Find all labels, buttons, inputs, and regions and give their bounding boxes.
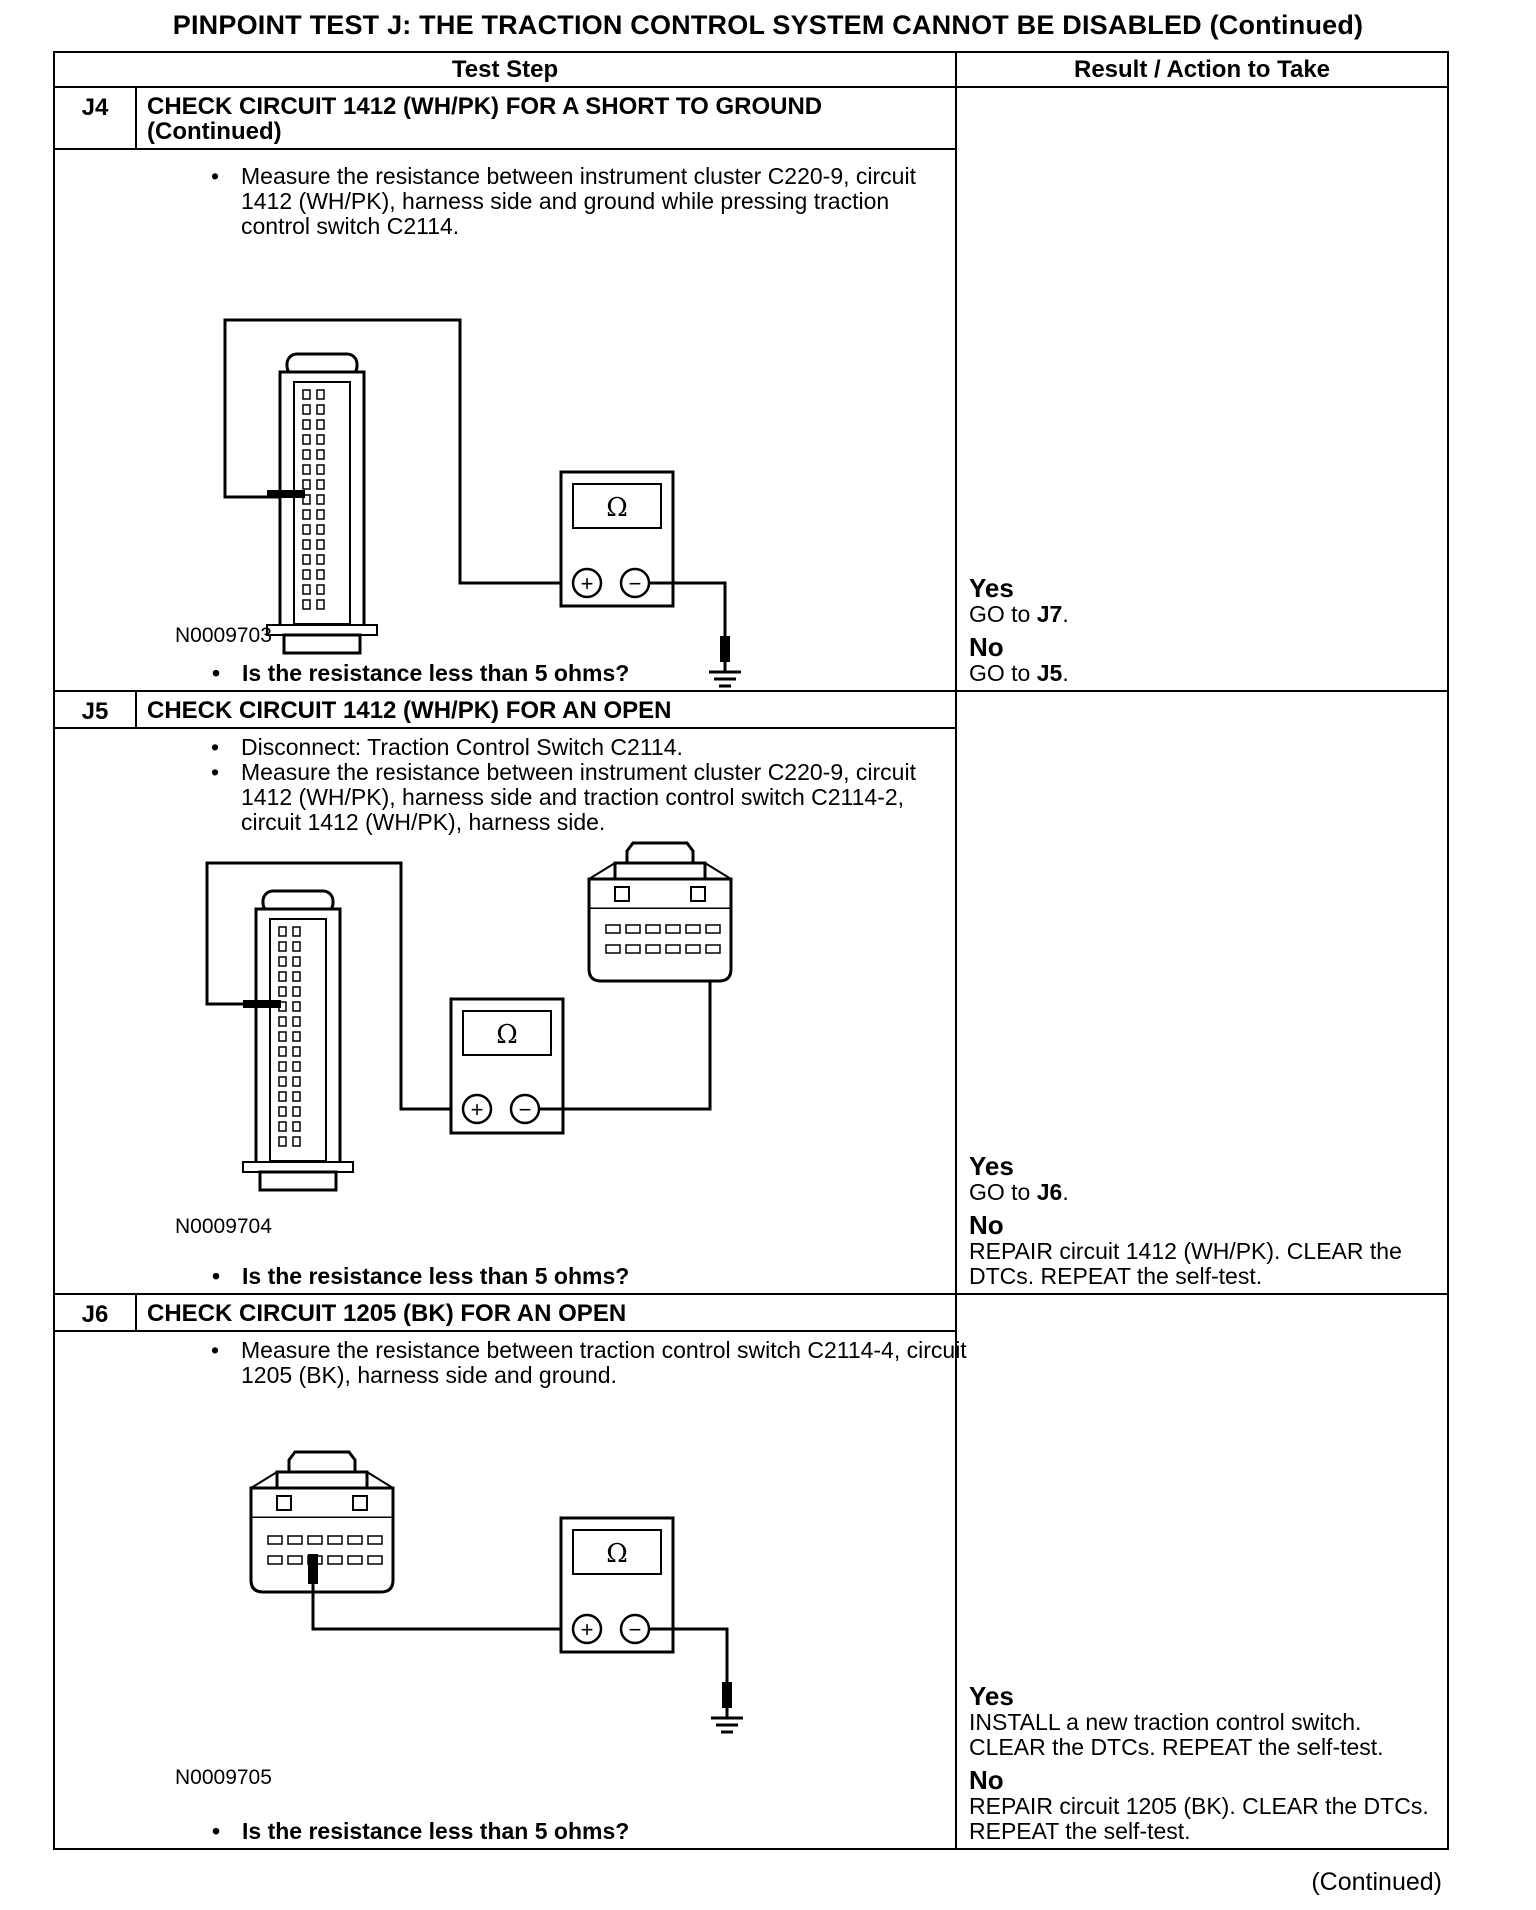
continued-note: (Continued): [1311, 1868, 1442, 1896]
header-test-step: Test Step: [54, 52, 956, 87]
no-text: REPAIR circuit 1412 (WH/PK). CLEAR the DTCs. REPEAT the self-test.: [969, 1238, 1402, 1289]
step-j4-title-row: [54, 87, 1448, 149]
yes-target: J7: [1036, 601, 1063, 627]
diagram-j4: [55, 150, 955, 690]
step-title: CHECK CIRCUIT 1412 (WH/PK) FOR A SHORT TO GROUND (Continued): [136, 87, 956, 149]
instruction: • Measure the resistance between instrument cluster C220-9, circuit 1412 (WH/PK), harness side and traction control switch C2114-2, circuit 1412 (WH/PK), harness side.: [237, 760, 961, 835]
instruction: • Measure the resistance between traction control switch C2114-4, circuit 1205 (BK), harness side and ground.: [237, 1338, 981, 1388]
step-title: CHECK CIRCUIT 1412 (WH/PK) FOR AN OPEN: [136, 691, 956, 728]
yes-label: Yes: [969, 1151, 1014, 1181]
no-label: No: [969, 632, 1004, 662]
question: • Is the resistance less than 5 ohms?: [238, 661, 955, 686]
figure-code: N0009705: [175, 1766, 272, 1789]
step-j6-title-row: [54, 1294, 1448, 1331]
connector-c2114-icon: [251, 1452, 393, 1592]
step-j4-result: [956, 87, 1448, 691]
ground-icon: [711, 1708, 743, 1732]
step-id: J6: [54, 1294, 136, 1331]
yes-label: Yes: [969, 573, 1014, 603]
diagram-j5: [55, 729, 955, 1293]
no-text: REPAIR circuit 1205 (BK). CLEAR the DTCs. REPEAT the self-test.: [969, 1793, 1429, 1844]
yes-pre: GO to: [969, 601, 1037, 627]
connector-c220-icon: [243, 891, 353, 1190]
no-pre: GO to: [969, 660, 1037, 686]
yes-target: J6: [1036, 1179, 1063, 1205]
plus-symbol: +: [580, 571, 594, 596]
connector-c2114-icon: [589, 843, 731, 981]
yes-text: INSTALL a new traction control switch. CLEAR the DTCs. REPEAT the self-test.: [969, 1709, 1384, 1760]
step-j4-body: [54, 149, 956, 691]
plus-symbol: +: [580, 1617, 594, 1642]
step-j5-body: [54, 728, 956, 1294]
table-header-row: [54, 52, 1448, 87]
minus-symbol: −: [628, 571, 642, 596]
figure-code: N0009704: [175, 1215, 272, 1238]
figure-code: N0009703: [175, 624, 272, 647]
yes-label: Yes: [969, 1681, 1014, 1711]
no-label: No: [969, 1765, 1004, 1795]
instruction: • Measure the resistance between instrument cluster C220-9, circuit 1412 (WH/PK), harness side and ground while pressing traction control switch C2114.: [237, 164, 961, 239]
pinpoint-test-table: [53, 51, 1449, 1850]
step-j5-title-row: [54, 691, 1448, 728]
meter-symbol: Ω: [606, 1539, 628, 1569]
minus-symbol: −: [628, 1617, 642, 1642]
meter-symbol: Ω: [606, 493, 628, 523]
ohmmeter-icon: [561, 472, 673, 606]
ohmmeter-icon: [451, 999, 563, 1133]
instruction: • Disconnect: Traction Control Switch C2114.: [237, 735, 961, 760]
plus-symbol: +: [470, 1097, 484, 1122]
page-title: PINPOINT TEST J: THE TRACTION CONTROL SYSTEM CANNOT BE DISABLED (Continued): [172, 10, 1364, 40]
minus-symbol: −: [518, 1097, 532, 1122]
no-target: J5: [1036, 660, 1063, 686]
step-title: CHECK CIRCUIT 1205 (BK) FOR AN OPEN: [136, 1294, 956, 1331]
header-result: Result / Action to Take: [956, 52, 1448, 87]
step-j6-result: [956, 1294, 1448, 1849]
yes-post: .: [1062, 1179, 1069, 1205]
question: • Is the resistance less than 5 ohms?: [238, 1819, 955, 1844]
no-label: No: [969, 1210, 1004, 1240]
question: • Is the resistance less than 5 ohms?: [238, 1264, 955, 1289]
yes-post: .: [1062, 601, 1069, 627]
step-j6-body: [54, 1331, 967, 1849]
connector-c220-icon: [267, 354, 377, 653]
ohmmeter-icon: [561, 1518, 673, 1652]
step-id: J5: [54, 691, 136, 728]
meter-symbol: Ω: [496, 1020, 518, 1050]
yes-pre: GO to: [969, 1179, 1037, 1205]
no-post: .: [1062, 660, 1069, 686]
step-id: J4: [54, 87, 136, 149]
step-j5-result: [956, 691, 1448, 1294]
